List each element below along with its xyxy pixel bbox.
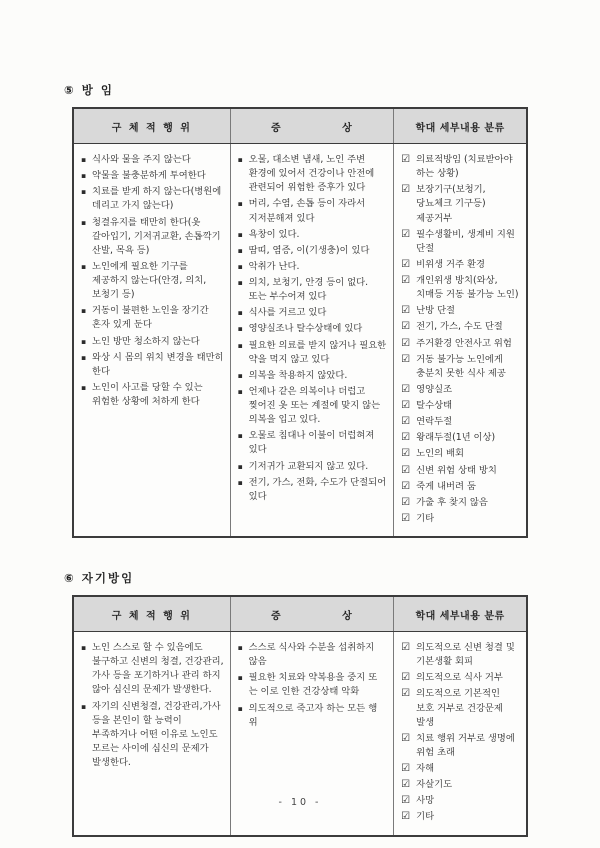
item-text: 개인위생 방치(와상, 치매등 거동 불가능 노인) [416, 275, 519, 301]
checked-checkbox-icon: ☑ [401, 228, 411, 240]
list-item [238, 429, 388, 457]
classification-item [401, 337, 520, 351]
item-text: 비위생 거주 환경 [416, 258, 485, 270]
classification-item [401, 447, 520, 461]
header-specific-act: 구 체 적 행 위 [74, 597, 231, 631]
classification-item [401, 383, 520, 397]
section-self-neglect-title: ⑥ 자기방임 [64, 571, 135, 585]
header-abuse-classification: 학대 세부내용 분류 [415, 123, 505, 134]
list-item [238, 385, 388, 427]
classification-item [401, 415, 520, 429]
classification-item [401, 480, 520, 494]
bullet-icon: ▪ [237, 324, 243, 334]
bullet-icon: ▪ [237, 278, 243, 287]
item-text: 자해 [416, 763, 435, 774]
list-item [238, 306, 388, 320]
item-text: 의도적으로 신변 청결 및 기본생활 회피 [416, 642, 515, 668]
item-text: 주거환경 안전사고 위험 [416, 337, 512, 349]
checked-checkbox-icon: ☑ [401, 732, 411, 744]
bullet-icon: ▪ [81, 336, 87, 346]
bullet-icon: ▪ [81, 187, 87, 197]
classification-item [401, 732, 520, 760]
bullet-icon: ▪ [237, 261, 243, 271]
list-item [81, 335, 224, 349]
item-text: 필요한 의료를 받지 않거나 필요한 약을 먹지 않고 있다 [248, 339, 387, 365]
item-text: 난방 단절 [416, 305, 456, 317]
classification-item [401, 778, 520, 792]
classification-item [401, 810, 520, 824]
item-text: 스스로 식사와 수분을 섭취하지 않음 [248, 642, 375, 668]
checked-checkbox-icon: ☑ [401, 672, 411, 684]
classification-item [401, 496, 520, 510]
classification-item [401, 641, 520, 669]
bullet-icon: ▪ [81, 643, 87, 652]
classification-item [401, 687, 520, 729]
checked-checkbox-icon: ☑ [401, 480, 411, 492]
bullet-icon: ▪ [81, 171, 87, 181]
neglect-acts-cell [74, 144, 231, 536]
item-text: 치료 행위 거부로 생명에 위험 초래 [416, 732, 515, 758]
classification-item [401, 762, 520, 776]
item-text: 사망 [416, 795, 435, 807]
list-item [81, 169, 224, 183]
neglect-symptoms-cell [231, 144, 395, 536]
item-text: 죽게 내버려 둠 [416, 480, 476, 492]
classification-item [401, 399, 520, 413]
bullet-icon: ▪ [237, 245, 243, 255]
item-text: 청결유지를 태만히 한다(옷 갈아입기, 기저귀교환, 손톱깍기 산발, 목욕 등) [92, 216, 221, 256]
list-item [238, 197, 388, 225]
neglect-classifications-cell [394, 144, 526, 536]
classification-item [401, 431, 520, 445]
header-abuse-classification: 학대 세부내용 분류 [415, 611, 505, 622]
neglect-table-header-row [74, 109, 526, 144]
checked-checkbox-icon: ☑ [401, 305, 411, 317]
classification-item [401, 320, 520, 334]
checked-checkbox-icon: ☑ [401, 416, 411, 428]
item-text: 필수생활비, 생계비 지원 단절 [416, 228, 515, 254]
item-text: 영양실조 [416, 383, 453, 395]
checked-checkbox-icon: ☑ [401, 337, 411, 349]
bullet-icon: ▪ [81, 382, 87, 392]
bullet-icon: ▪ [237, 199, 243, 209]
item-text: 가출 후 찾지 않음 [416, 496, 488, 508]
item-text: 거동 불가능 노인에게 충분치 못한 식사 제공 [416, 353, 506, 379]
item-text: 거동이 불편한 노인을 장기간 혼자 있게 둔다 [92, 305, 209, 331]
item-text: 노인 스스로 할 수 있음에도 불구하고 신변의 청결, 건강관리, 가사 등을 포기하거나 관리 하지 않아 심신의 문제가 발생한다. [92, 642, 224, 696]
item-text: 기타 [416, 811, 435, 823]
classification-item [401, 304, 520, 318]
classification-item [401, 183, 520, 225]
item-text: 악취가 난다. [248, 260, 300, 272]
list-item [238, 460, 388, 474]
classification-item [401, 353, 520, 381]
list-item [238, 228, 388, 242]
header-symptom: 증 상 [231, 597, 395, 631]
item-text: 의복을 착용하지 않았다. [248, 369, 348, 381]
item-text: 왕래두절(1년 이상) [416, 432, 496, 444]
bullet-icon: ▪ [237, 308, 243, 318]
list-item [238, 641, 388, 669]
bullet-icon: ▪ [237, 673, 243, 683]
list-item [81, 216, 224, 258]
page-number: - 10 - [278, 797, 322, 808]
header-symptom: 증 상 [231, 109, 395, 143]
item-text: 노인에게 필요한 기구를 제공하지 않는다(안경, 의치, 보청기 등) [92, 260, 207, 301]
neglect-table [72, 107, 528, 538]
item-text: 연락두절 [416, 416, 453, 428]
checked-checkbox-icon: ☑ [401, 258, 411, 270]
item-text: 노인의 배회 [416, 448, 465, 460]
bullet-icon: ▪ [81, 352, 87, 362]
item-text: 영양실조나 탈수상태에 있다 [248, 323, 363, 335]
bullet-icon: ▪ [237, 477, 243, 487]
bullet-icon: ▪ [81, 306, 87, 316]
classification-item [401, 464, 520, 478]
item-text: 땀띠, 염증, 이(기생충)이 있다 [248, 244, 370, 256]
classification-item [401, 671, 520, 685]
list-item [238, 276, 388, 304]
header-specific-act: 구 체 적 행 위 [74, 109, 231, 143]
item-text: 노인이 사고를 당할 수 있는 위험한 상황에 처하게 한다 [92, 381, 203, 407]
list-item [81, 641, 224, 698]
item-text: 오물, 대소변 냄새, 노인 주변 환경에 있어서 건강이나 안전에 관련되어 위험한 증후가 있다 [248, 154, 375, 194]
checked-checkbox-icon: ☑ [401, 795, 411, 807]
bullet-icon: ▪ [237, 431, 243, 441]
item-text: 노인 방만 청소하지 않는다 [92, 335, 200, 347]
item-text: 의도적으로 기본적인 보호 거부로 건강문제 발생 [416, 688, 503, 728]
item-text: 머리, 수염, 손톱 등이 자라서 지저분해져 있다 [248, 198, 366, 224]
checked-checkbox-icon: ☑ [401, 464, 411, 476]
checked-checkbox-icon: ☑ [401, 779, 411, 791]
list-item [238, 671, 388, 699]
checked-checkbox-icon: ☑ [401, 154, 411, 165]
bullet-icon: ▪ [237, 461, 243, 471]
item-text: 오물로 침대나 이불이 더럽혀져 있다 [248, 430, 375, 456]
section-neglect [64, 82, 528, 538]
item-text: 의도적으로 식사 거부 [416, 672, 503, 684]
item-text: 전기, 가스, 수도 단절 [416, 321, 503, 333]
classification-item [401, 512, 520, 526]
bullet-icon: ▪ [237, 643, 243, 652]
item-text: 자살기도 [416, 779, 453, 791]
item-text: 신변 위험 상태 방치 [416, 464, 497, 476]
bullet-icon: ▪ [237, 703, 243, 713]
item-text: 자기의 신변청결, 건강관리,가사 등을 본인이 할 능력이 부족하거나 어떤 이유로 노인도 모르는 사이에 심신의 문제가 발생한다. [92, 700, 221, 768]
list-item [238, 369, 388, 383]
checked-checkbox-icon: ☑ [401, 321, 411, 333]
bullet-icon: ▪ [237, 386, 243, 396]
list-item [238, 702, 388, 730]
list-item [238, 244, 388, 258]
checked-checkbox-icon: ☑ [401, 642, 411, 653]
bullet-icon: ▪ [237, 229, 243, 239]
list-item [238, 476, 388, 504]
item-text: 의료적방임 (치료받아야 하는 상황) [416, 154, 513, 180]
item-text: 의치, 보청기, 안경 등이 없다. 또는 부수어져 있다 [248, 277, 369, 303]
item-text: 와상 시 몸의 위치 변경을 태만히 한다 [92, 351, 224, 377]
checked-checkbox-icon: ☑ [401, 275, 411, 286]
list-item [81, 304, 224, 332]
checked-checkbox-icon: ☑ [401, 353, 411, 365]
classification-item [401, 258, 520, 272]
bullet-icon: ▪ [237, 340, 243, 350]
list-item [238, 322, 388, 336]
checked-checkbox-icon: ☑ [401, 763, 411, 774]
classification-item [401, 274, 520, 302]
bullet-icon: ▪ [237, 155, 243, 164]
item-text: 필요한 치료와 약복용을 중지 또 는 이로 인한 건강상태 악화 [248, 672, 378, 698]
list-item [81, 381, 224, 409]
checked-checkbox-icon: ☑ [401, 383, 411, 395]
section-neglect-title: ⑤ 방 임 [64, 83, 114, 97]
item-text: 탈수상태 [416, 400, 453, 411]
document-content [64, 82, 528, 837]
item-text: 보장기구(보청기, 당뇨체크 기구등) 제공거부 [416, 184, 486, 224]
list-item [81, 260, 224, 302]
neglect-table-body [74, 144, 526, 536]
classification-item [401, 228, 520, 256]
item-text: 식사를 거르고 있다 [248, 307, 327, 319]
item-text: 약물을 불충분하게 투여한다 [92, 170, 206, 182]
list-item [81, 185, 224, 213]
list-item [81, 351, 224, 379]
checked-checkbox-icon: ☑ [401, 688, 411, 700]
bullet-icon: ▪ [237, 370, 243, 380]
bullet-icon: ▪ [81, 261, 87, 271]
item-text: 의도적으로 죽고자 하는 모든 행 위 [248, 702, 378, 728]
list-item [238, 153, 388, 195]
item-text: 욕창이 있다. [248, 228, 300, 240]
checked-checkbox-icon: ☑ [401, 496, 411, 508]
item-text: 치료를 받게 하지 않는다(병원에 데리고 가지 않는다) [92, 186, 222, 212]
checked-checkbox-icon: ☑ [401, 400, 411, 411]
item-text: 기저귀가 교환되지 않고 있다. [248, 460, 369, 472]
item-text: 언제나 같은 의복이나 더럽고 찢어진 옷 또는 계절에 맞지 않는 의복을 입고 있다. [248, 385, 381, 426]
bullet-icon: ▪ [81, 701, 87, 711]
list-item [81, 153, 224, 167]
item-text: 기타 [416, 512, 435, 524]
bullet-icon: ▪ [81, 217, 87, 227]
self-neglect-table-header-row [74, 597, 526, 632]
bullet-icon: ▪ [81, 155, 87, 164]
list-item [238, 260, 388, 274]
item-text: 식사와 물을 주지 않는다 [92, 154, 191, 165]
list-item [81, 700, 224, 771]
classification-item [401, 153, 520, 181]
item-text: 전기, 가스, 전화, 수도가 단절되어 있다 [248, 476, 387, 502]
checked-checkbox-icon: ☑ [401, 432, 411, 444]
list-item [238, 339, 388, 367]
checked-checkbox-icon: ☑ [401, 512, 411, 524]
checked-checkbox-icon: ☑ [401, 448, 411, 460]
checked-checkbox-icon: ☑ [401, 184, 411, 196]
checked-checkbox-icon: ☑ [401, 811, 411, 823]
